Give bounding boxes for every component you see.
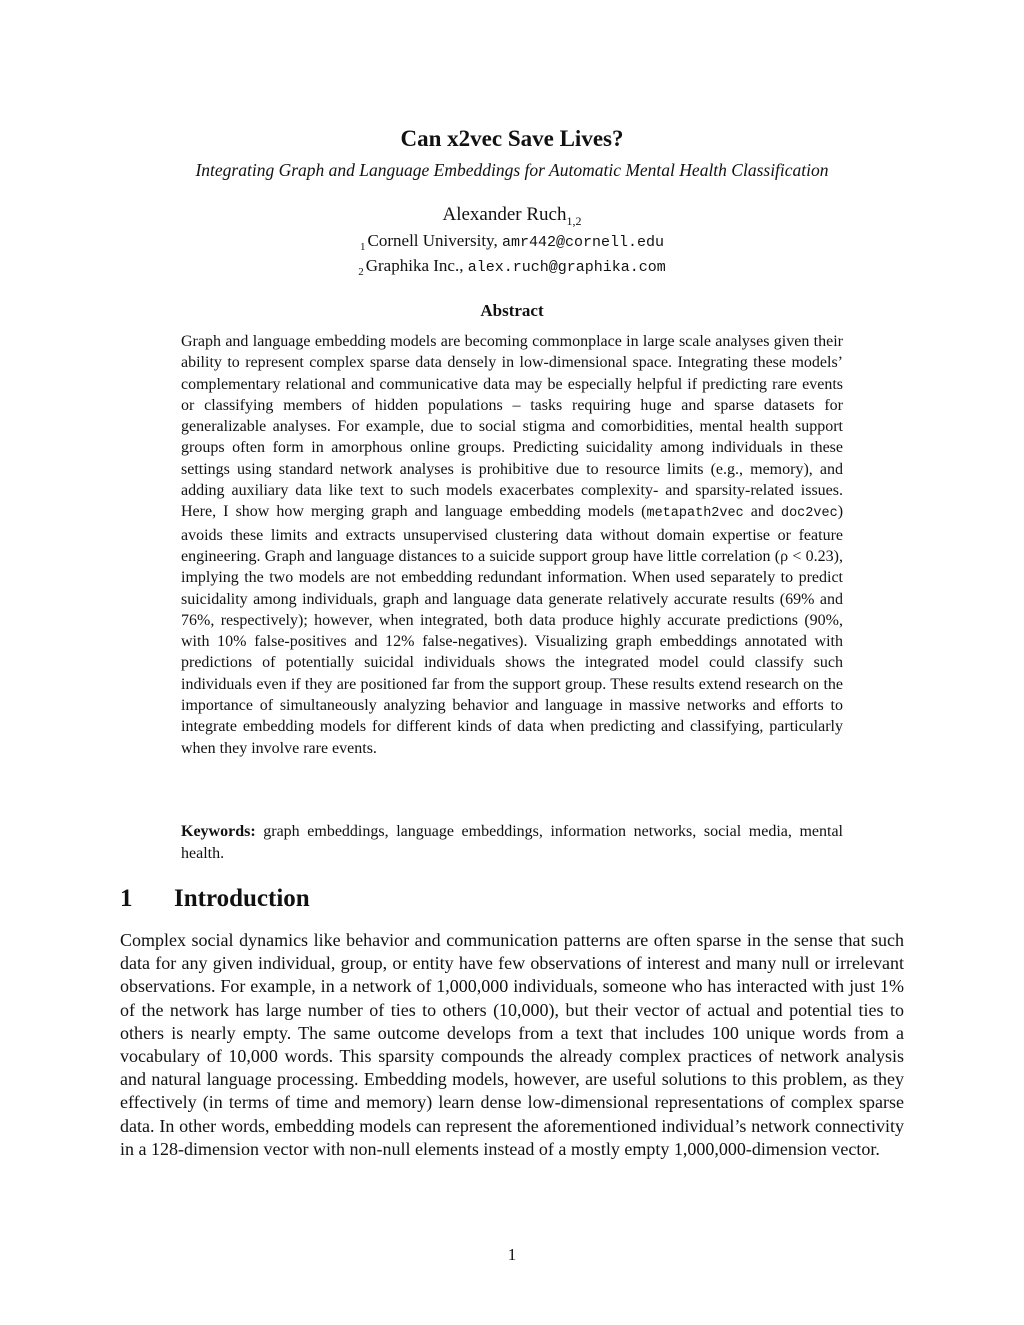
- abstract-code-doc2vec: doc2vec: [780, 506, 838, 522]
- author-line: [0, 204, 1024, 229]
- section-title: Introduction: [174, 885, 310, 912]
- author-name: Alexander Ruch: [442, 204, 567, 225]
- page-number: 1: [507, 1245, 517, 1264]
- paper-title: Can x2vec Save Lives?: [400, 126, 624, 151]
- affiliation-email[interactable]: alex.ruch@graphika.com: [467, 259, 666, 276]
- abstract-text-part-2: and: [743, 503, 781, 521]
- affiliation-2: [0, 256, 1024, 278]
- abstract-body: [181, 331, 843, 759]
- keywords: [181, 821, 843, 864]
- affiliation-number: 1: [360, 241, 366, 254]
- keywords-text: graph embeddings, language embeddings, information networks, social media, mental health.: [181, 823, 843, 862]
- affiliation-institution: Cornell University,: [367, 231, 498, 250]
- abstract-text-part-1: Graph and language embedding models are becoming commonplace in large scale analyses given their ability to represent complex sparse data densely in low-dimensional space. Integrating these models’ complementary relational and communicative data may be especially helpful if predicting rare events or classifying members of hidden populations – tasks requiring huge and sparse datasets for generalizable analyses. For example, due to social stigma and comorbidities, mental health support groups often form in amorphous online groups. Predicting suicidality among individuals in these settings using standard network analyses is prohibitive due to resource limits (e.g., memory), and adding auxiliary data like text to such models exacerbates complexity- and sparsity-related issues. Here, I show how merging graph and language embedding models (: [181, 333, 843, 521]
- introduction-paragraph: Complex social dynamics like behavior and communication patterns are often sparse in the sense that such data for any given individual, group, or entity have few observations of interest and many null or irrelevant observations. For example, in a network of 1,000,000 individuals, someone who has interacted with just 1% of the network has large number of ties to others (10,000), but their vector of actual and potential ties to others is nearly empty. The same outcome develops from a text that includes 100 unique words from a vocabulary of 10,000 words. This sparsity compounds the already complex practices of network analysis and natural language processing. Embedding models, however, are useful solutions to this problem, as they effectively (in terms of time and memory) learn dense low-dimensional representations of complex sparse data. In other words, embedding models can represent the aforementioned individual’s network connectivity in a 128-dimension vector with non-null elements instead of a mostly empty 1,000,000-dimension vector.: [120, 930, 904, 1159]
- paper-subtitle: Integrating Graph and Language Embeddings for Automatic Mental Health Classification: [195, 160, 829, 180]
- section-number: 1: [120, 885, 133, 912]
- keywords-label: Keywords:: [181, 823, 256, 840]
- affiliation-1: [0, 231, 1024, 253]
- author-affiliation-marks: 1,2: [566, 213, 582, 228]
- affiliation-number: 2: [358, 266, 364, 279]
- abstract-text-part-3: ) avoids these limits and extracts unsupervised clustering data without domain expertise or feature engineering. Graph and language distances to a suicide support group have little correlation (ρ < 0.23), implying the two models are not embedding redundant information. When used separately to predict suicidality among individuals, graph and language data generate relatively accurate results (69% and 76%, respectively); however, when integrated, both data produce highly accurate predictions (90%, with 10% false-positives and 12% false-negatives). Visualizing graph embeddings annotated with predictions of potentially suicidal individuals shows the integrated model could classify such individuals even if they are positioned far from the support group. These results extend research on the importance of simultaneously analyzing behavior and language in massive networks and efforts to integrate embedding models for different kinds of data when predicting and classifying, particularly when they involve rare events.: [181, 503, 844, 757]
- affiliation-institution: Graphika Inc.,: [365, 256, 464, 275]
- section-heading-introduction: [120, 885, 310, 913]
- affiliation-email[interactable]: amr442@cornell.edu: [501, 234, 664, 251]
- abstract-heading: Abstract: [480, 301, 544, 320]
- abstract-code-metapath2vec: metapath2vec: [646, 506, 744, 522]
